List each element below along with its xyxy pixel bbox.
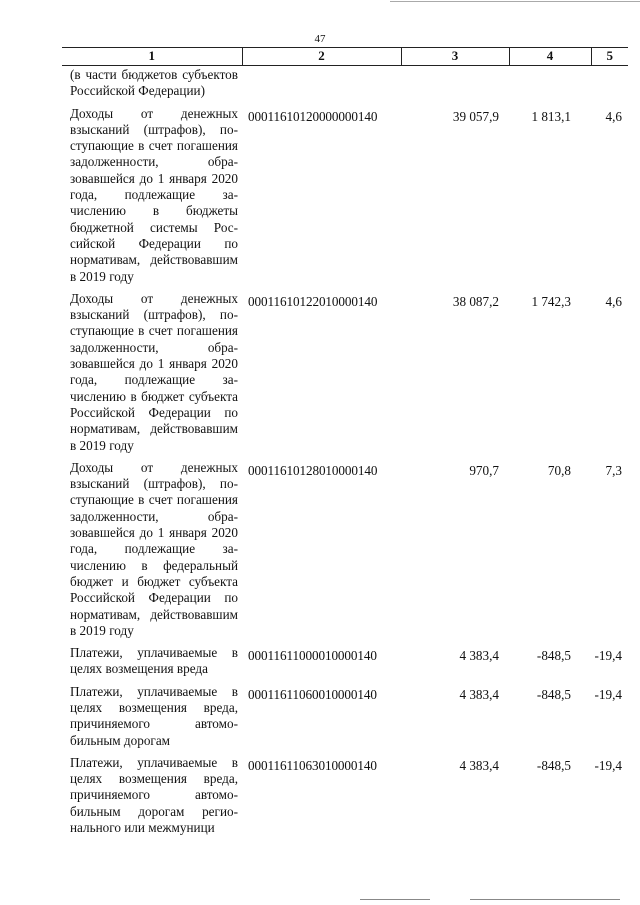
top-edge-rule <box>390 1 640 2</box>
row-value-col4: -848,5 <box>536 757 571 773</box>
row-value-col5: 4,6 <box>605 293 622 309</box>
row-code: 00011611000010000140 <box>248 648 377 664</box>
row-value-col3 <box>401 66 509 105</box>
row-code: 00011610120000000140 <box>248 108 378 124</box>
row-value-col4: 1 742,3 <box>531 293 571 309</box>
row-name: Платежи, уплачиваемые в целях возмещения вреда <box>70 645 238 677</box>
page-number: 47 <box>314 33 326 45</box>
column-header-1: 1 <box>62 48 242 66</box>
row-value-col3: 4 383,4 <box>459 757 499 773</box>
row-name: Платежи, уплачиваемые в целях возмещения вреда, причиняемого автомобильным дорогам <box>70 683 238 748</box>
table-row <box>62 683 628 754</box>
table-row <box>62 644 628 683</box>
row-value-col5 <box>591 66 628 105</box>
row-value-col4: -848,5 <box>536 686 571 702</box>
row-code: 00011611060010000140 <box>248 686 377 702</box>
table-row <box>62 105 628 290</box>
row-name: Доходы от денежных взысканий (штрафов), поступающие в счет погашения задолженности, образовавшейся до 1 января 2020 года, подлежащие зачислению в бюджет субъекта Российской Федерации по нормативам, действовавшим в 2019 году <box>70 290 238 453</box>
row-value-col3: 38 087,2 <box>452 293 499 309</box>
row-code: 00011610122010000140 <box>248 293 378 309</box>
table-row <box>62 66 628 105</box>
row-code: 00011610128010000140 <box>248 462 378 478</box>
footer-rule-right <box>470 899 620 900</box>
row-value-col5: -19,4 <box>594 686 622 702</box>
row-value-col4: -848,5 <box>536 648 571 664</box>
row-code <box>242 66 401 105</box>
column-header-3: 3 <box>401 48 509 66</box>
table-row <box>62 290 628 459</box>
row-value-col4: 1 813,1 <box>531 108 571 124</box>
row-value-col3: 4 383,4 <box>459 686 499 702</box>
row-value-col5: -19,4 <box>594 757 622 773</box>
row-value-col3: 39 057,9 <box>452 108 499 124</box>
column-header-5: 5 <box>591 48 628 66</box>
footer-rule-left <box>360 899 430 900</box>
row-value-col4 <box>509 66 591 105</box>
row-value-col5: -19,4 <box>594 648 622 664</box>
column-header-4: 4 <box>509 48 591 66</box>
budget-table <box>62 47 628 841</box>
table-row <box>62 754 628 841</box>
column-header-2: 2 <box>242 48 401 66</box>
row-value-col3: 4 383,4 <box>459 648 499 664</box>
row-code: 00011611063010000140 <box>248 757 377 773</box>
row-name: Платежи, уплачиваемые в целях возмещения вреда, причиняемого автомобильным дорогам регионального или межмуници <box>70 754 238 836</box>
row-name: Доходы от денежных взысканий (штрафов), поступающие в счет погашения задолженности, образовавшейся до 1 января 2020 года, подлежащие зачислению в федеральный бюджет и бюджет субъекта Российской Федерации по нормативам, действовавшим в 2019 году <box>70 459 238 638</box>
header-row <box>62 48 628 66</box>
row-value-col5: 7,3 <box>605 462 622 478</box>
table-row <box>62 459 628 644</box>
row-name: Доходы от денежных взысканий (штрафов), поступающие в счет погашения задолженности, образовавшейся до 1 января 2020 года, подлежащие зачислению в бюджеты бюджетной системы Российской Федерации по нормативам, действовавшим в 2019 году <box>70 105 238 284</box>
row-value-col5: 4,6 <box>605 108 622 124</box>
row-value-col3: 970,7 <box>469 462 499 478</box>
row-name: (в части бюджетов субъектов Российской Федерации) <box>70 67 238 99</box>
row-value-col4: 70,8 <box>547 462 571 478</box>
